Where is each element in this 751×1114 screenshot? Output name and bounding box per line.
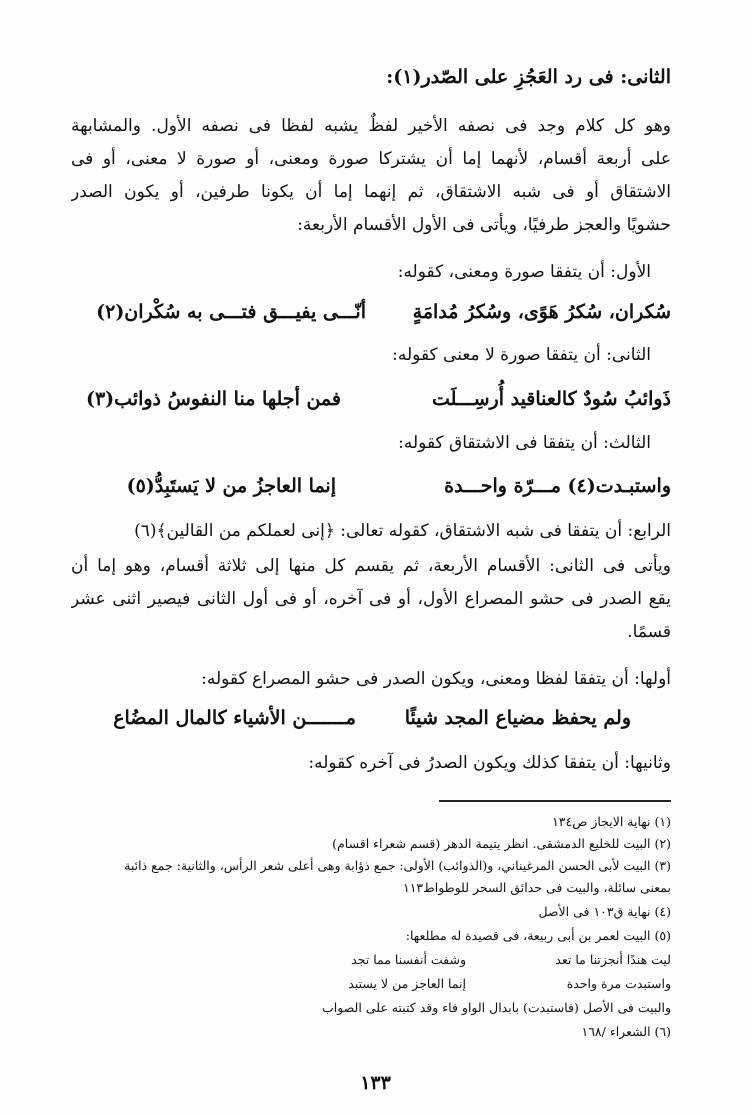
case-first-label: الأول: أن يتفقا صورة ومعنى، كقوله: [397, 262, 651, 282]
footnote-2: (٢) البيت للخليع الدمشقى. انظر يتيمة الدهر (قسم شعراء اقسام) [332, 836, 671, 851]
verse-3-hemistich-2: إنما العاجزُ من لا يَستَبِدُّ(٥) [126, 475, 336, 497]
footnote-1: (١) نهاية الايجاز ص١٣٤ [552, 814, 671, 829]
verse-2-hemistich-2: فمن أجلها منا النفوسُ ذوائب(٣) [85, 388, 341, 410]
case-fourth-line: الرابع: أن يتفقا فى شبه الاشتقاق، كقوله تعالى: ﴿إنى لعملكم من القالين﴾(٦) [134, 521, 671, 541]
footnote-5: (٥) البيت لعمر بن أبى ربيعة، فى قصيدة له مطلعها: [405, 928, 671, 943]
case-third-label: الثالث: أن يتفقا فى الاشتقاق كقوله: [398, 433, 651, 453]
second-part-line-1: ويأتى فى الثانى: الأقسام الأربعة، ثم يقسم كل منها إلى ثلاثة أقسام، وهو إما أن [71, 556, 671, 576]
footnote-6: (٦) الشعراء /١٦٨ [581, 1024, 671, 1039]
footnote-5-note: والبيت فى الأصل (فاستبدت) بابدال الواو فاء وقد كتبته على الصواب [322, 1000, 671, 1015]
case-second-label: الثانى: أن يتفقا صورة لا معنى كقوله: [392, 345, 651, 365]
verse-4-hemistich-1: ولم يحفظ مضياع المجد شيئًا [404, 707, 631, 729]
intro-line-2: على أربعة أقسام، لأنهما إما أن يشتركا صورة ومعنى، أو صورة لا معنى، أو فى [71, 149, 671, 169]
footnote-5-verse-1b: وشفت أنفسنا مما تجد [351, 952, 466, 967]
footnote-4: (٤) نهاية ق١٠٣ فى الأصل [538, 904, 671, 919]
section-heading: الثانى: فى رد العَجُزِ على الصّدر(١): [386, 66, 671, 88]
sub-first-label: أولها: أن يتفقا لفظا ومعنى، ويكون الصدر فى حشو المصراع كقوله: [201, 669, 671, 689]
intro-line-4: حشويًا والعجز طرفيًا، ويأتى فى الأول الأقسام الأربعة: [297, 215, 671, 235]
verse-4-hemistich-2: مـــــــن الأشياء كالمال المضُاع [113, 707, 356, 729]
page-number: ١٣٣ [360, 1072, 391, 1094]
footnote-3b: بمعنى سائلة، والبيت فى حدائق السحر للوطواط١١٣ [403, 880, 671, 895]
intro-line-3: الاشتقاق أو فى شبه الاشتقاق، ثم إنهما إما أن يكونا طرفين، أو يكون الصدر [71, 182, 671, 202]
second-part-line-2: يقع الصدر فى حشو المصراع الأول، أو فى آخره، أو فى أول الثانى فيصير اثنى عشر [71, 589, 671, 609]
footnote-5-verse-2b: إنما العاجز من لا يستبد [348, 976, 466, 991]
second-part-line-3: قسمًا. [627, 622, 671, 642]
verse-3-hemistich-1: واستبـدت(٤) مـــرّة واحـــدة [444, 475, 671, 497]
footnote-5-verse-2a: واستبدت مرة واحدة [566, 976, 671, 991]
sub-second-label: وثانيها: أن يتفقا كذلك ويكون الصدرُ فى آخره كقوله: [308, 753, 671, 773]
footnote-3a: (٣) البيت لأبى الحسن المرغيناني، و(الذوائب) الأولى: جمع ذؤابة وهى أعلى شعر الرأس، والثانية: جمع ذائبة [124, 858, 671, 873]
footnote-separator [439, 800, 671, 802]
intro-line-1: وهو كل كلام وجد فى نصفه الأخير لفظٌ يشبه لفظا فى نصفه الأول. والمشابهة [71, 116, 671, 136]
verse-1-hemistich-2: أنّـــى يفيـــق فتـــى به سُكْران(٢) [96, 301, 366, 323]
verse-2-hemistich-1: ذَوائبُ سُودٌ كالعناقيد أُرسِـــلَت [431, 388, 671, 410]
verse-1-hemistich-1: سُكران، سُكرُ هَوًى، وسُكرُ مُدامَةٍ [412, 301, 671, 323]
footnote-5-verse-1a: ليت هندًا أنجزتنا ما تعد [555, 952, 671, 967]
